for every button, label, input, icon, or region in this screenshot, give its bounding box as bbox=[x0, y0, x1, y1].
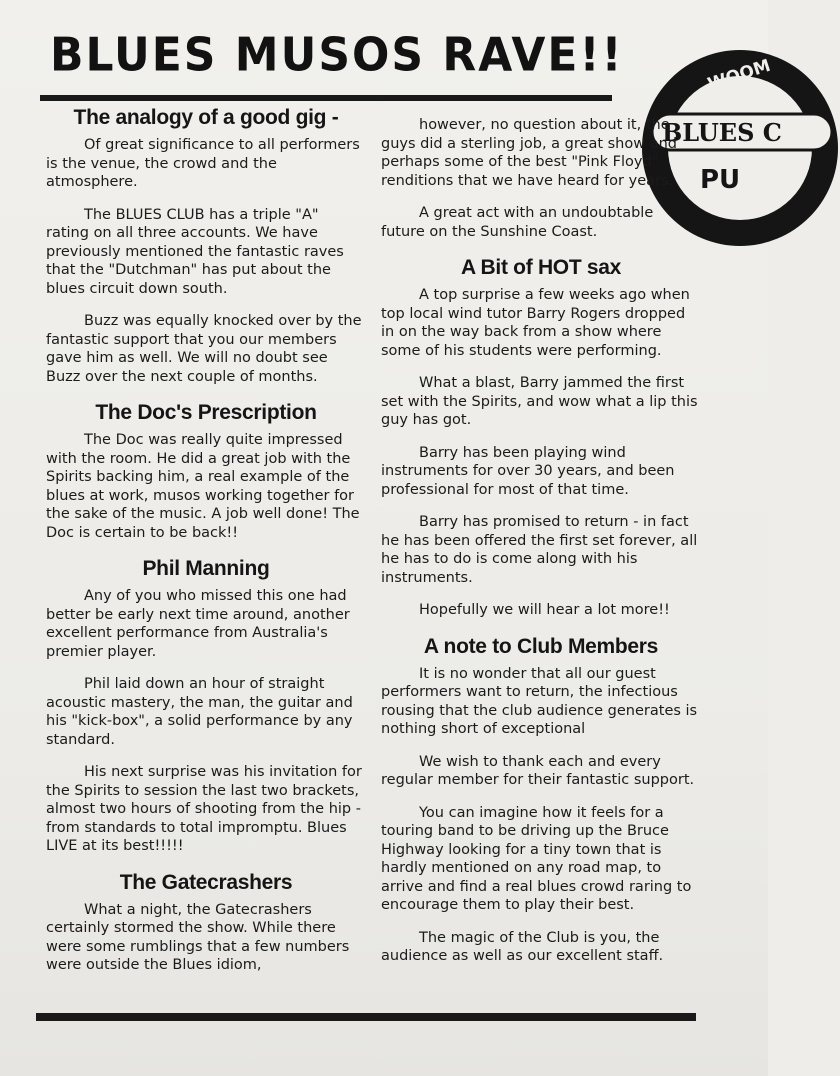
logo-top-text: WOOM bbox=[705, 55, 773, 95]
left-column bbox=[46, 101, 366, 989]
paragraph: Barry has been playing wind instruments for over 30 years, and been professional for most of that time. bbox=[381, 444, 675, 498]
paragraph: What a night, the Gatecrashers certainly stormed the show. While there were some rumblings that a few numbers were outside the Blues idiom, bbox=[46, 901, 350, 973]
paragraph: however, no question about it, the guys did a sterling job, a great show and perhaps some of the best "Pink Floyd" renditions that we have heard for years. bbox=[381, 117, 677, 189]
paragraph: His next surprise was his invitation for the Spirits to session the last two brackets, almost two hours of shooting from the hip - from standards to total impromptu. Blues LIVE at its best!!!!! bbox=[46, 764, 362, 854]
paragraph: You can imagine how it feels for a touring band to be driving up the Bruce Highway looking for a tiny town that is hardly mentioned on any road map, to arrive and find a real blues crowd raring to encourage them to play their best. bbox=[381, 804, 692, 913]
paragraph: What a blast, Barry jammed the first set with the Spirits, and wow what a lip this guy has got. bbox=[381, 375, 698, 428]
logo-center-text: BLUES C bbox=[662, 118, 782, 147]
paragraph: Buzz was equally knocked over by the fantastic support that you our members gave him as well. We will no doubt see Buzz over the next couple of months. bbox=[46, 313, 362, 385]
heading-good-gig: The analogy of a good gig - bbox=[73, 106, 339, 129]
footer-rule bbox=[36, 1013, 696, 1021]
right-column bbox=[381, 116, 701, 980]
paragraph: Hopefully we will hear a lot more!! bbox=[419, 602, 670, 618]
heading-phil-manning: Phil Manning bbox=[142, 557, 270, 580]
heading-hot-sax: A Bit of HOT sax bbox=[460, 256, 622, 279]
paragraph: We wish to thank each and every regular member for their fantastic support. bbox=[381, 753, 695, 788]
paragraph: Barry has promised to return - in fact he has been offered the first set forever, all he has to do is come along with his instruments. bbox=[381, 514, 698, 586]
masthead-title: BLUES MUSOS RAVE!! bbox=[50, 28, 624, 83]
heading-club-members: A note to Club Members bbox=[423, 634, 659, 658]
paragraph: The BLUES CLUB has a triple "A" rating on all three accounts. We have previously mentioned the fantastic raves that the "Dutchman" has put about the blues circuit down south. bbox=[46, 206, 344, 297]
logo-bottom-text: PU bbox=[700, 165, 741, 195]
paragraph: Of great significance to all performers is the venue, the crowd and the atmosphere. bbox=[46, 137, 360, 190]
paragraph: Any of you who missed this one had better be early next time around, another excellent performance from Australia's premier player. bbox=[46, 588, 350, 660]
heading-gatecrashers: The Gatecrashers bbox=[119, 870, 293, 894]
paragraph: The magic of the Club is you, the audience as well as our excellent staff. bbox=[381, 929, 664, 964]
paragraph: A great act with an undoubtable future on the Sunshine Coast. bbox=[381, 205, 654, 240]
paragraph: Phil laid down an hour of straight acoustic mastery, the man, the guitar and his "kick-box", a solid performance by any standard. bbox=[46, 676, 353, 748]
paragraph: A top surprise a few weeks ago when top local wind tutor Barry Rogers dropped in on the way back from a show where some of his students were performing. bbox=[381, 287, 690, 359]
paragraph: It is no wonder that all our guest performers want to return, the infectious rousing that the club audience generates is nothing short of exceptional bbox=[381, 665, 698, 737]
heading-docs-prescription: The Doc's Prescription bbox=[95, 401, 317, 424]
paragraph: The Doc was really quite impressed with the room. He did a great job with the Spirits backing him, a real example of the blues at work, musos working together for the sake of the music. A job well done! The Doc is certain to be back!! bbox=[46, 432, 360, 541]
